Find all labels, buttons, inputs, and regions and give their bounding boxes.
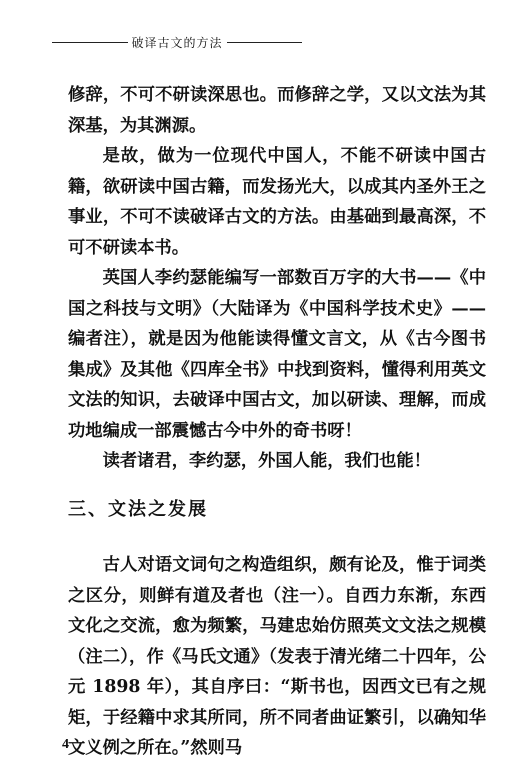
paragraph-continuation: 修辞，不可不研读深思也。而修辞之学，又以文法为其深基，为其渊源。 bbox=[68, 85, 486, 136]
section-heading: 三、文法之发展 bbox=[68, 499, 208, 520]
body-text-lower bbox=[68, 550, 486, 764]
paragraph: 读者诸君，李约瑟，外国人能，我们也能！ bbox=[102, 451, 431, 471]
running-header bbox=[52, 34, 302, 51]
paragraph: 是故，做为一位现代中国人，不能不研读中国古籍，欲研读中国古籍，而发扬光大，以成其内圣外王之事业，不可不读破译古文的方法。由基础到最高深，不可不研读本书。 bbox=[68, 146, 486, 258]
paragraph: 英国人李约瑟能编写一部数百万字的大书——《中国之科技与文明》（大陆译为《中国科学技术史》——编者注），就是因为他能读得懂文言文，从《古今图书集成》及其他《四库全书》中找到资料，懂得利用英文文法的知识，去破译中国古文，加以研读、理解，而成功地编成一部震憾古今中外的奇书呀！ bbox=[68, 268, 486, 441]
paragraph: 古人对语文词句之构造组织，颇有论及，惟于词类之区分，则鲜有道及者也（注一）。自西力东渐，东西文化之交流，愈为频繁，马建忠始仿照英文文法之规模（注二），作《马氏文通》（发表于清光绪二十四年，公元 1898 年），其自序曰：“斯书也，因西文已有之规矩，于经籍中求其所同，所不同者曲证繁引，以确知华文义例之所在。”然则马 bbox=[68, 555, 486, 758]
header-rule-left bbox=[52, 42, 128, 43]
body-text-upper bbox=[68, 80, 486, 477]
page-number: 4 bbox=[62, 737, 69, 752]
header-rule-right bbox=[227, 42, 303, 43]
running-title: 破译古文的方法 bbox=[131, 36, 223, 50]
